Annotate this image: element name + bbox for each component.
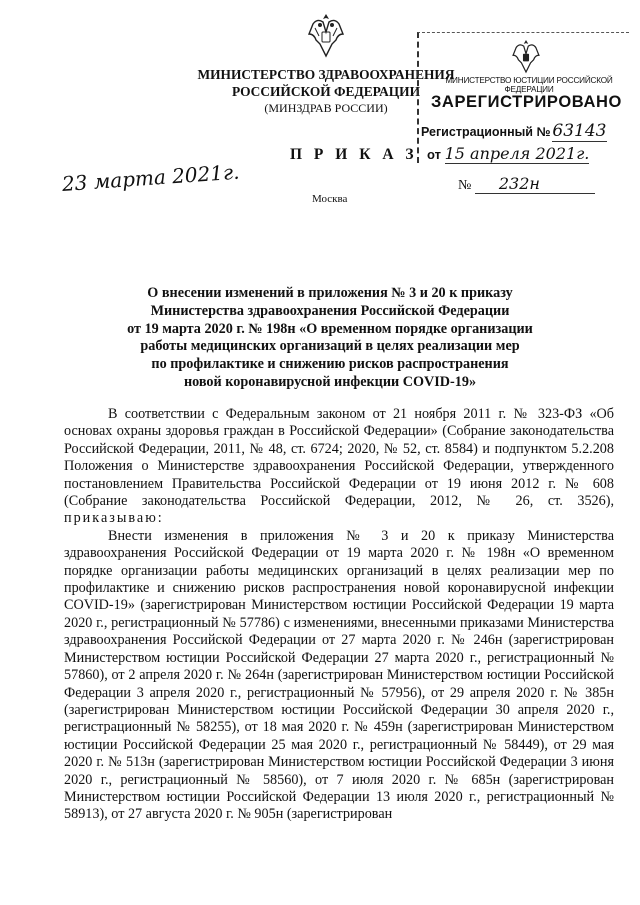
stamp-emblem-icon <box>509 37 543 75</box>
order-date-handwritten: 23 марта 2021г. <box>61 159 241 196</box>
ministry-name-line2: РОССИЙСКОЙ ФЕДЕРАЦИИ <box>231 84 421 99</box>
order-body <box>64 406 614 824</box>
title-line: новой коронавирусной инфекции COVID-19» <box>183 373 477 390</box>
body-paragraph-2: Внести изменения в приложения № 3 и 20 к приказу Министерства здравоохранения Российской Федерации от 19 марта 2020 г. № 198н «О временном порядке организации работы медицинских организаций в целях реализации мер по профилактике и снижению рисков распространения новой коронавирусной инфекции COVID-19» (зарегистрирован Министерством юстиции Российской Федерации 19 марта 2020 г., регистрационный № 57786) с изменениями, внесенными приказами Министерства здравоохранения Российской Федерации от 27 марта 2020 г. № 246н (зарегистрирован Министерством юстиции Российской Федерации 27 марта 2020 г., регистрационный № 57860), от 2 апреля 2020 г. № 264н (зарегистрирован Министерством юстиции Российской Федерации 3 апреля 2020 г., регистрационный № 57956), от 29 апреля 2020 г. № 385н (зарегистрирован Министерством юстиции Российской Федерации 30 апреля 2020 г., регистрационный № 58255), от 18 мая 2020 г. № 459н (зарегистрирован Министерством юстиции Российской Федерации 25 мая 2020 г., регистрационный № 58449), от 29 мая 2020 г. № 513н (зарегистрирован Министерством юстиции Российской Федерации 3 июня 2020 г., регистрационный № 58560), от 7 июля 2020 г. № 685н (зарегистрирован Министерством юстиции Российской Федерации 13 июля 2020 г., регистрационный № 58913), от 27 августа 2020 г. № 905н (зарегистрирован <box>64 527 614 823</box>
title-line: Министерства здравоохранения Российской Федерации <box>150 302 510 319</box>
stamp-registered-label: ЗАРЕГИСТРИРОВАНО <box>431 93 622 111</box>
stamp-date-prefix: от <box>427 147 441 162</box>
document-type-heading: П Р И К А З <box>290 146 418 163</box>
title-line: О внесении изменений в приложения № 3 и 20 к приказу <box>147 285 513 301</box>
stamp-date-handwritten: 15 апреля 2021г. <box>444 144 590 163</box>
stamp-reg-number-handwritten: 63143 <box>552 121 607 141</box>
stamp-registration-date <box>427 144 589 163</box>
order-number <box>458 174 595 194</box>
order-directive: приказываю: <box>64 510 164 527</box>
order-number-prefix: № <box>458 178 472 193</box>
stamp-ministry-name: МИНИСТЕРСТВО ЮСТИЦИИ РОССИЙСКОЙ ФЕДЕРАЦИИ <box>445 76 613 94</box>
city-label: Москва <box>312 193 348 205</box>
paragraph-1-text: В соответствии с Федеральным законом от 21 ноября 2011 г. № 323-ФЗ «Об основах охраны здоровья граждан в Российской Федерации» (Собрание законодательства Российской Федерации, 2011, № 48, ст. 6724; 2020, № 52, ст. 8584) и подпунктом 5.2.208 Положения о Министерстве здравоохранения Российской Федерации, утвержденного постановлением Правительства Российской Федерации от 19 июня 2012 г. № 608 (Собрание законодательства Российской Федерации, 2012, № 26, ст. 3526), <box>64 406 614 510</box>
ministry-abbreviation: (МИНЗДРАВ РОССИИ) <box>264 101 388 115</box>
coat-of-arms-emblem <box>305 10 347 60</box>
body-paragraph-1 <box>64 406 614 528</box>
registration-stamp <box>417 32 629 163</box>
stamp-registration-number <box>421 121 607 141</box>
order-title <box>92 285 568 392</box>
title-line: от 19 марта 2020 г. № 198н «О временном порядке организации <box>127 320 533 337</box>
order-number-handwritten: 232н <box>475 174 595 194</box>
title-line: работы медицинских организаций в целях реализации мер <box>140 338 520 355</box>
stamp-reg-label: Регистрационный № <box>421 125 551 139</box>
title-line: по профилактике и снижению рисков распространения <box>151 356 509 373</box>
ministry-name-line1: МИНИСТЕРСТВО ЗДРАВООХРАНЕНИЯ <box>197 67 455 82</box>
